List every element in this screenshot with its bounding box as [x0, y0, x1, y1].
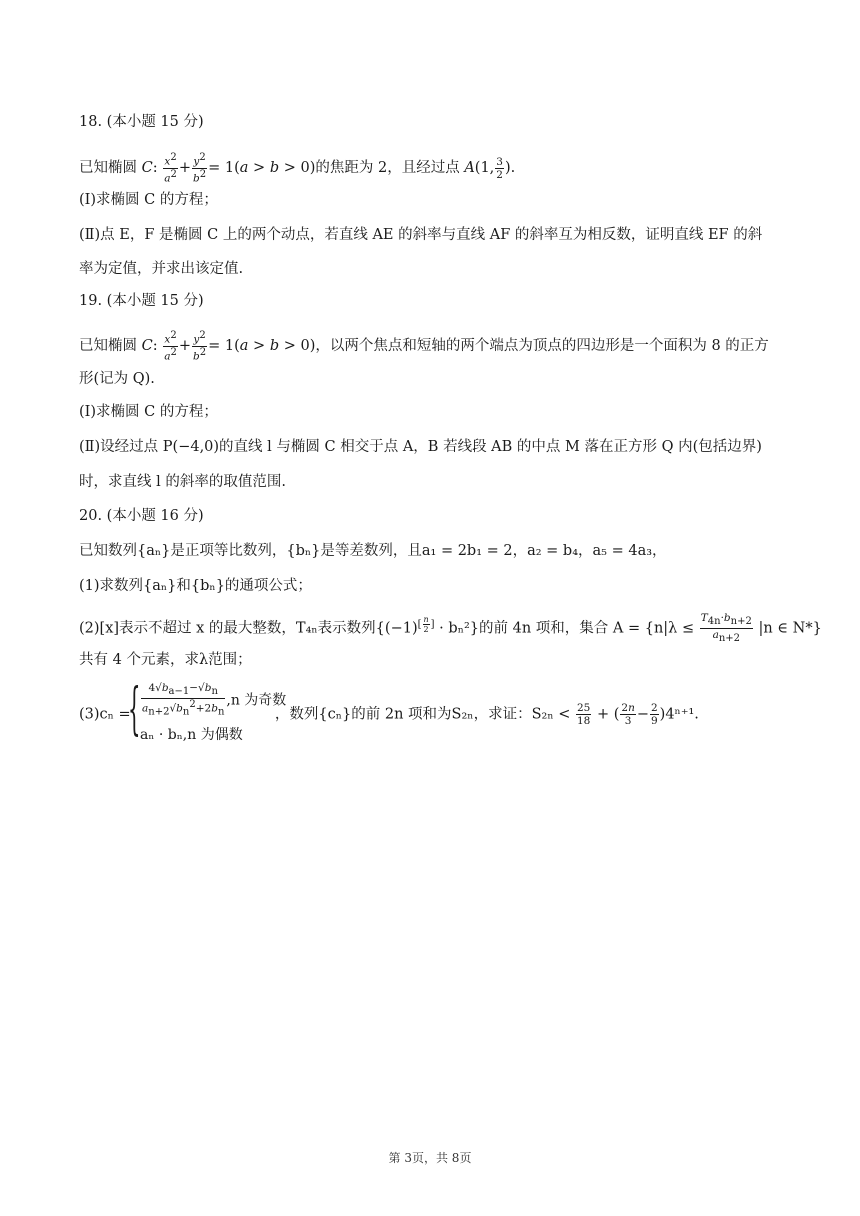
q19-line1: 已知椭圆 C: $\frac{x^2}{a^2}$ + $\frac{y^2}{b^2}$ = 1(a > b > 0)，以两个焦点和短轴的两个端点为顶点的四边形是一个面积为 8 的正方 — [79, 330, 769, 362]
q18-line1: 已知椭圆 C: $\frac{x^2}{a^2}$ + $\frac{y^2}{b^2}$ = 1(a > b > 0)的焦距为 2，且经过点 A(1, $\frac{3}{2}$ ). — [79, 152, 516, 184]
fraction: $\frac{x^2}{a^2}$ — [164, 330, 177, 362]
q18-text-d: ). — [504, 160, 516, 176]
q20-line2: (1)求数列{aₙ}和{bₙ}的通项公式； — [79, 578, 312, 594]
q20-text-3a: (2)[x]表示不超过 x 的最大整数，T₄ₙ表示数列{(−1) — [79, 620, 418, 637]
q20-text-5c: + ( — [592, 706, 620, 723]
q20-text-5b: ，数列{cₙ}的前 2n 项和为S₂ₙ，求证：S₂ₙ < — [274, 706, 575, 723]
q18-line4: 率为定值，并求出该定值. — [79, 261, 244, 277]
q20-text-5a: (3)cₙ = — [79, 706, 136, 723]
case-even: aₙ · bₙ,n 为偶数 — [140, 727, 243, 743]
q20-line5: (3)cₙ = ，数列{cₙ}的前 2n 项和为S₂ₙ，求证：S₂ₙ < $\frac{25}{18}$ + ( $\frac{2n}{3}$ − $\frac{2}{9}$ )4ⁿ⁺¹. — [79, 702, 699, 727]
q19-line4: (Ⅱ)设经过点 P(−4,0)的直线 l 与椭圆 C 相交于点 A，B 若线段 AB 的中点 M 落在正方形 Q 内(包括边界) — [79, 439, 762, 455]
q18-title: 18. (本小题 15 分) — [79, 114, 204, 130]
q19-line5: 时，求直线 l 的斜率的取值范围. — [79, 474, 286, 490]
piecewise-case — [128, 677, 298, 746]
q20-title: 20. (本小题 16 分) — [79, 508, 204, 524]
fraction: $\frac{2n}{3}$ — [621, 702, 635, 727]
q18-line2: (Ⅰ)求椭圆 C 的方程； — [79, 192, 218, 208]
fraction: $\frac{T_{4n}\cdot b_{n+2}}{a_{n+2}}$ — [700, 612, 752, 645]
q18-text-a: 已知椭圆 — [79, 160, 142, 176]
fraction: $\frac{4√b_{a-1}-√b_n}{a_{n+2}√b_n^2+2b_n}$ — [142, 682, 225, 718]
fraction: $\frac{x^2}{a^2}$ — [164, 152, 177, 184]
q18-text-c: (1, — [474, 160, 495, 176]
q18-line3: (Ⅱ)点 E，F 是椭圆 C 上的两个动点，若直线 AE 的斜率与直线 AF 的斜率互为相反数，证明直线 EF 的斜 — [79, 227, 763, 243]
q20-text-3c: |n ∈ N*} — [753, 620, 822, 637]
q19-title: 19. (本小题 15 分) — [79, 293, 204, 309]
q19-line3: (Ⅰ)求椭圆 C 的方程； — [79, 404, 218, 420]
fraction: $\frac{y^2}{b^2}$ — [193, 152, 207, 184]
q20-line4: 共有 4 个元素，求λ范围； — [79, 652, 252, 668]
q20-line3: (2)[x]表示不超过 x 的最大整数，T₄ₙ表示数列{(−1)[ n 2 ] · bₙ²}的前 4n 项和，集合 A = {n|λ ≤ $\frac{T_{4n}\cdot b_{n+2}}{a_{n+2}}$ |n ∈ N*} — [79, 612, 822, 645]
q19-text-b: ，以两个焦点和短轴的两个端点为顶点的四边形是一个面积为 8 的正方 — [315, 338, 769, 354]
q18-text-b: 的焦距为 2，且经过点 — [315, 160, 465, 176]
page-footer: 第 3页，共 8页 — [388, 1151, 472, 1165]
fraction: $\frac{25}{18}$ — [576, 702, 591, 727]
case-odd: ,n 为奇数 — [226, 692, 287, 709]
q20-text-3b: · bₙ²}的前 4n 项和，集合 A = {n|λ ≤ — [434, 620, 699, 637]
q20-text-5d: )4ⁿ⁺¹. — [659, 706, 699, 723]
q20-line1: 已知数列{aₙ}是正项等比数列，{bₙ}是等差数列，且a₁ = 2b₁ = 2，a₂ = b₄，a₅ = 4a₃， — [79, 543, 667, 559]
fraction: $\frac{y^2}{b^2}$ — [193, 330, 207, 362]
fraction: $\frac{2}{9}$ — [650, 702, 658, 727]
piecewise-brace: { — [128, 677, 141, 742]
q19-text-a: 已知椭圆 — [79, 338, 142, 354]
fraction: $\frac{3}{2}$ — [496, 155, 503, 181]
q19-line2: 形(记为 Q). — [79, 371, 155, 387]
